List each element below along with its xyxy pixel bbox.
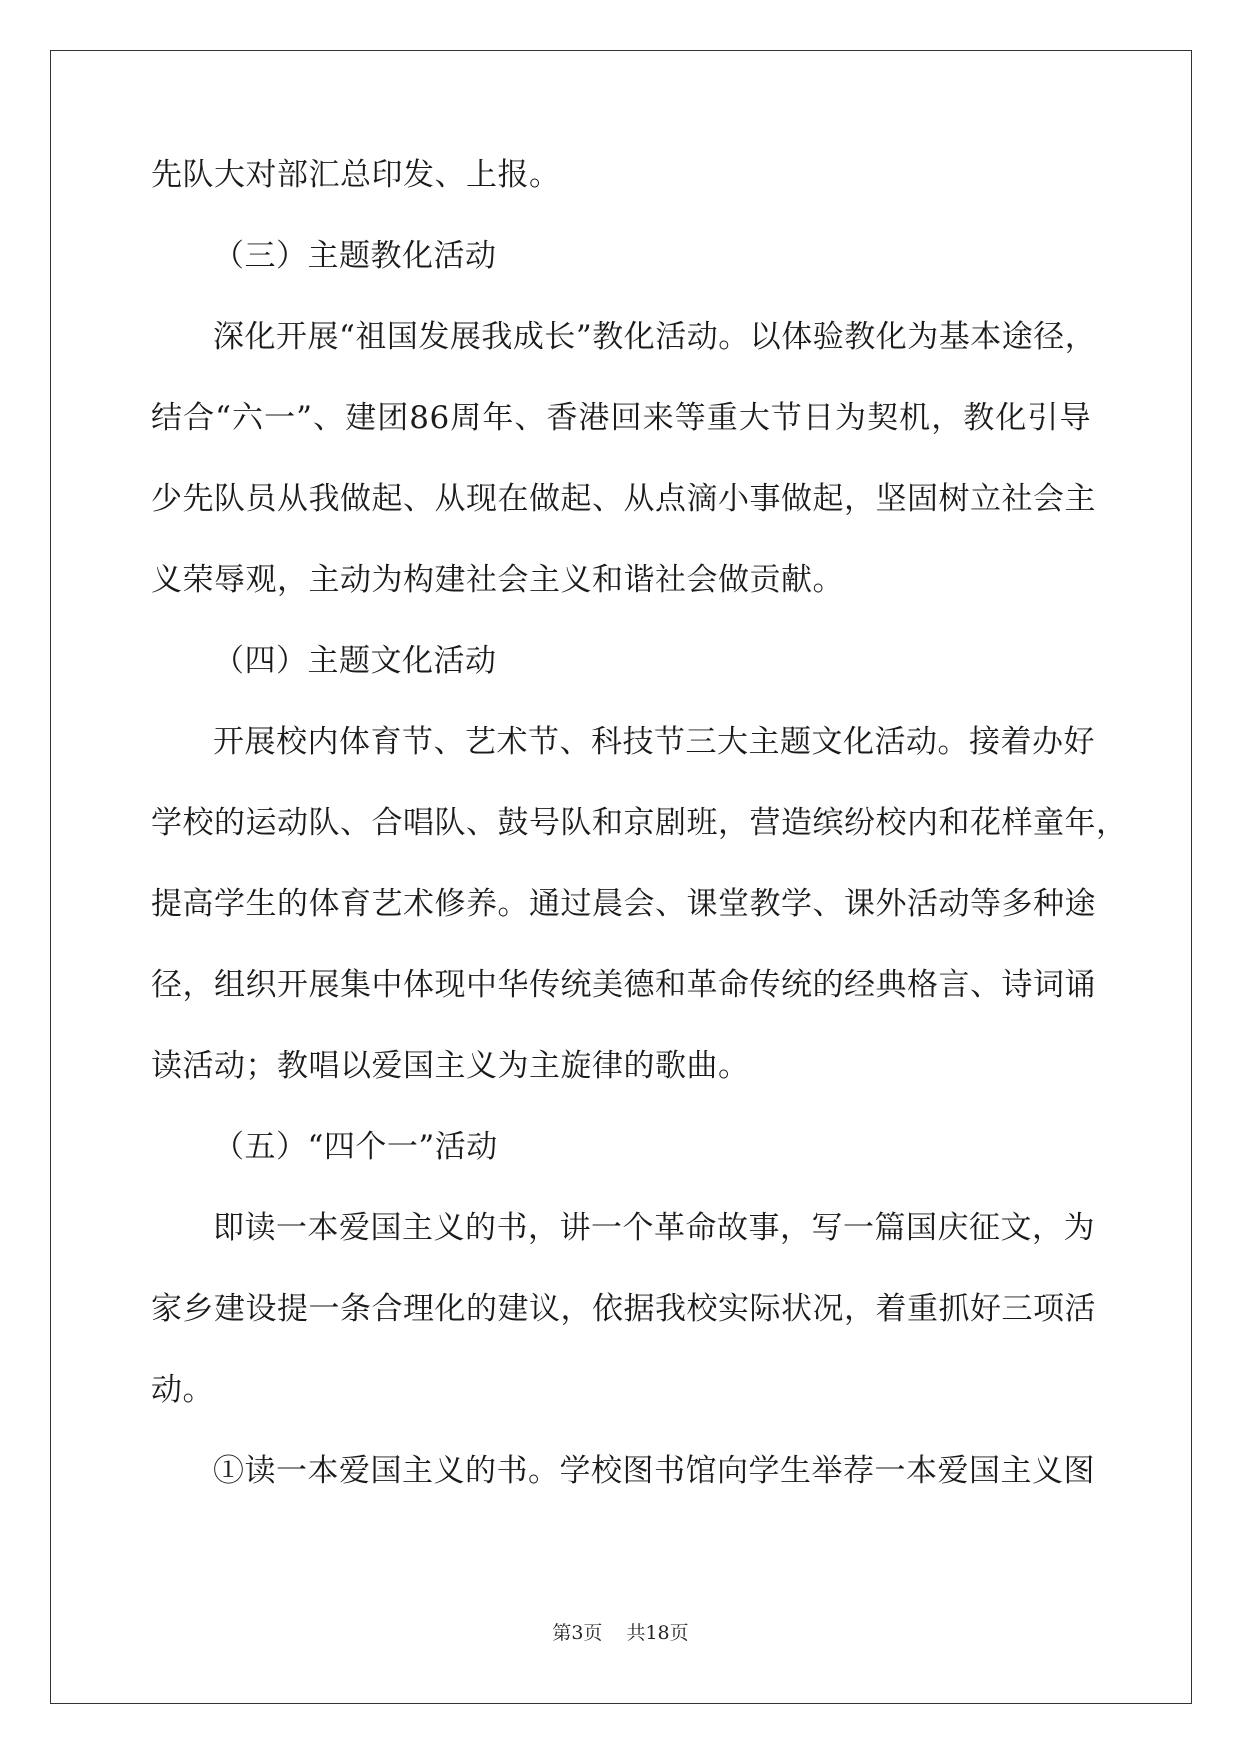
section-heading: （五）“四个一”活动 [213,1129,498,1165]
text-line: 即读一本爱国主义的书，讲一个革命故事，写一篇国庆征文，为 [213,1210,1095,1246]
text-line: ①读一本爱国主义的书。学校图书馆向学生举荐一本爱国主义图 [213,1453,1095,1489]
text-line: 少先队员从我做起、从现在做起、从点滴小事做起，坚固树立社会主 [151,481,1096,517]
section-heading: （三）主题教化活动 [213,238,497,274]
text-line: 深化开展“祖国发展我成长”教化活动。以体验教化为基本途径， [213,319,1097,355]
page-number: 第3页 [552,1622,603,1644]
page-footer [0,1618,1241,1645]
text-line: 读活动；教唱以爱国主义为主旋律的歌曲。 [151,1048,750,1084]
section-heading: （四）主题文化活动 [213,643,497,679]
text-line: 先队大对部汇总印发、上报。 [151,157,561,193]
text-line: 义荣辱观，主动为构建社会主义和谐社会做贡献。 [151,562,844,598]
text-line: 家乡建设提一条合理化的建议，依据我校实际状况，着重抓好三项活 [151,1291,1096,1327]
text-line: 提高学生的体育艺术修养。通过晨会、课堂教学、课外活动等多种途 [151,886,1096,922]
document-body [151,157,1128,1537]
text-line: 结合“六一”、建团86周年、香港回来等重大节日为契机，教化引导 [151,400,1091,436]
page-total: 共18页 [626,1622,689,1644]
text-line: 学校的运动队、合唱队、鼓号队和京剧班，营造缤纷校内和花样童年， [151,805,1128,841]
text-line: 径，组织开展集中体现中华传统美德和革命传统的经典格言、诗词诵 [151,967,1096,1003]
text-line: 动。 [151,1372,214,1408]
text-line: 开展校内体育节、艺术节、科技节三大主题文化活动。接着办好 [213,724,1095,760]
